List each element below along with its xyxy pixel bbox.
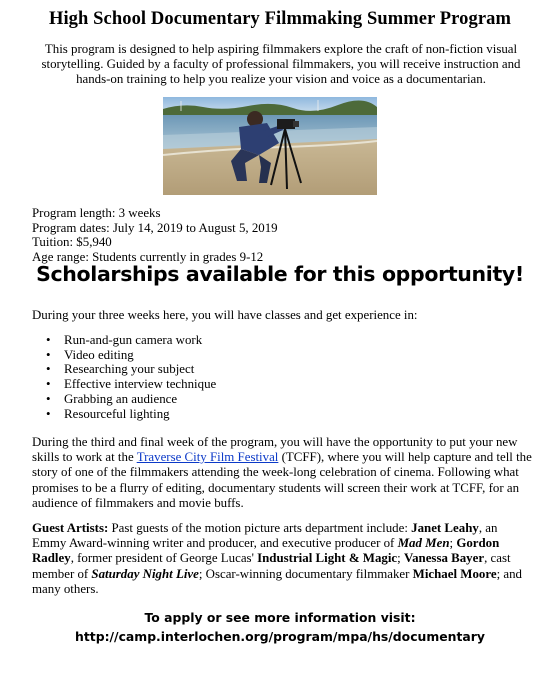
festival-paragraph (32, 435, 532, 511)
guest-text: , cast member of (32, 551, 511, 581)
guest-name: Michael Moore (412, 566, 497, 581)
guest-text: ; and many others. (32, 566, 522, 596)
program-details (32, 206, 278, 264)
guest-name: Janet Leahy (411, 521, 479, 535)
guest-text: , an Emmy Award-winning writer and producer, and executive producer of (32, 521, 498, 551)
program-length: Program length: 3 weeks (32, 206, 161, 220)
classes-lead: During your three weeks here, you will have classes and get experience in: (32, 308, 418, 322)
bullet-icon: • (46, 377, 51, 392)
bullet-icon: • (46, 362, 51, 377)
list-item-label: Video editing (64, 347, 134, 362)
list-item (46, 407, 216, 422)
guest-text: , former president of George Lucas' (70, 551, 258, 566)
tuition: Tuition: $5,940 (32, 235, 112, 250)
age-range: Age range: Students currently in grades 9-12 (32, 249, 264, 264)
bullet-icon: • (46, 333, 51, 347)
guest-artists-paragraph (32, 521, 532, 597)
scholarship-heading: Scholarships available for this opportunity! (36, 262, 524, 286)
traverse-city-film-festival-link[interactable]: Traverse City Film Festival (136, 450, 279, 465)
list-item-label: Grabbing an audience (64, 391, 178, 406)
list-item (46, 377, 216, 392)
list-item (46, 348, 216, 363)
festival-text-before: During the third and final week of the program, you will have the opportunity to put your new skills to work at the (32, 435, 518, 465)
intro-paragraph: This program is designed to help aspiring filmmakers explore the craft of non-fiction visual storytelling. Guided by a faculty of professional filmmakers, you will receive instruction and hands-on training to help you realize your vision and voice as a documentarian. (41, 42, 521, 86)
festival-text-after: (TCFF), where you will help capture and tell the story of one of the filmmakers attending the week-long celebration of cinema. Following what promises to be a flurry of editing, documentary students will screen their work at TCFF, for an audience of filmmakers and movie buffs. (32, 450, 532, 510)
beach-camera-illustration (163, 97, 377, 195)
list-item (46, 333, 216, 348)
guest-text: ; (449, 536, 457, 551)
show-title: Mad Men (397, 536, 450, 551)
list-item (46, 392, 216, 407)
bullet-icon: • (46, 347, 51, 362)
guest-artists-label: Guest Artists: (32, 521, 109, 535)
bullet-icon: • (46, 406, 51, 421)
guest-text: ; Oscar-winning documentary filmmaker (198, 566, 413, 581)
program-dates: Program dates: July 14, 2019 to August 5, 2019 (32, 220, 278, 235)
guest-name: Vanessa Bayer (403, 551, 485, 566)
page-title: High School Documentary Filmmaking Summer Program (48, 9, 512, 29)
guest-text: ; (397, 551, 404, 566)
list-item-label: Effective interview technique (64, 377, 217, 392)
apply-url[interactable]: http://camp.interlochen.org/program/mpa/hs/documentary (75, 629, 485, 644)
apply-heading: To apply or see more information visit: (144, 610, 416, 625)
guest-text: Past guests of the motion picture arts department include: (108, 521, 412, 535)
show-title: Saturday Night Live (91, 566, 199, 581)
classes-list (46, 333, 216, 421)
list-item-label: Run-and-gun camera work (64, 333, 203, 347)
bullet-icon: • (46, 391, 51, 406)
list-item (46, 362, 216, 377)
list-item-label: Resourceful lighting (64, 406, 170, 421)
company-name: Industrial Light & Magic (257, 551, 398, 566)
list-item-label: Researching your subject (64, 362, 195, 377)
filmmaker-photo (163, 97, 377, 195)
guest-name: Gordon Radley (32, 536, 500, 566)
